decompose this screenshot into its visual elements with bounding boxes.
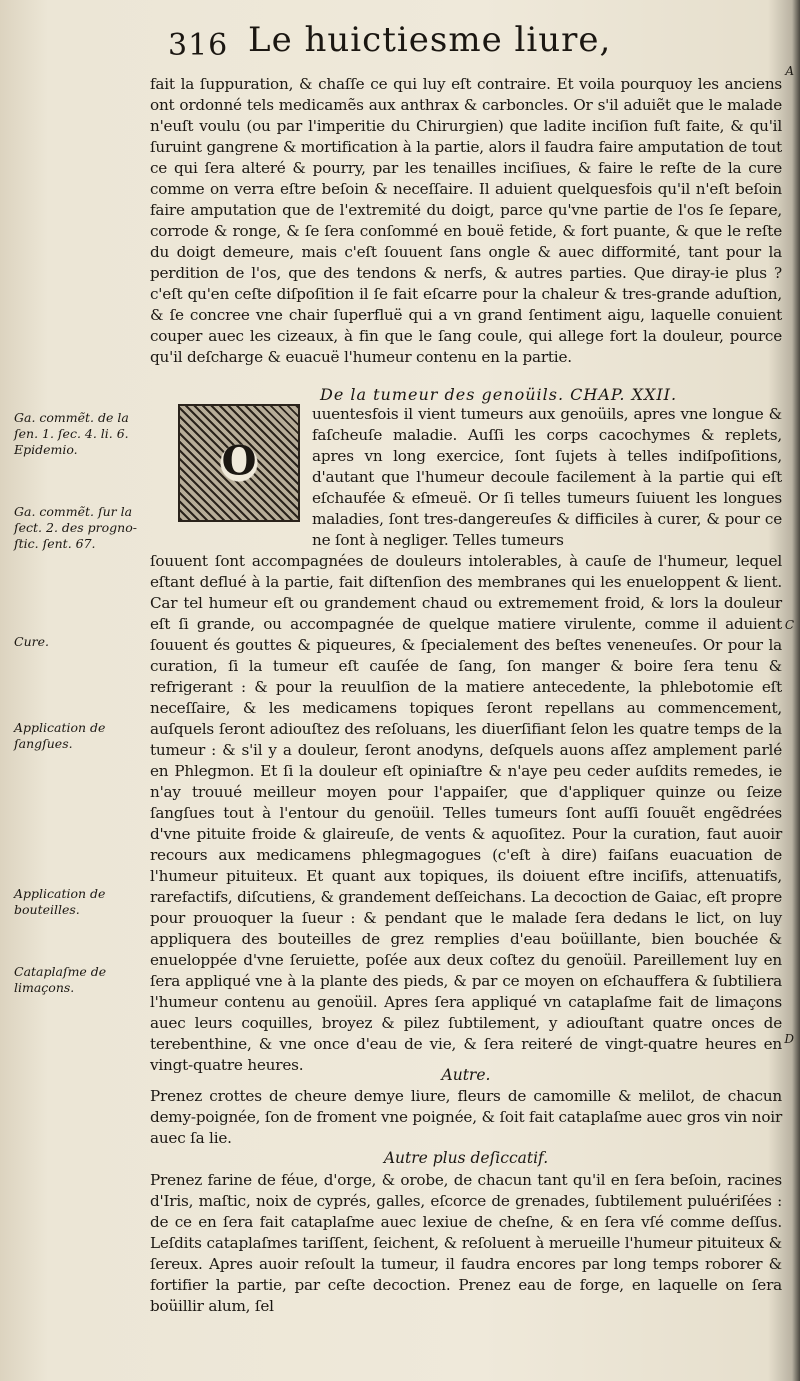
- margin-letter-d: D: [784, 1032, 794, 1046]
- margin-letter-c: C: [784, 618, 794, 632]
- paragraph-chapter-intro: uuentesfois il vient tumeurs aux genoüils, apres vne longue & faſcheuſe maladie. Auſſi les corps cacochymes & replets, apres vn long exercice, ſont ſujets à telles indiſpoſitions, d'autant que l'humeur decoule facilement à la partie qui eſt eſchaufée & eſmeuë. Or ſi telles tumeurs ſuiuent les longues maladies, ſont tres-dangereuſes & difficiles à curer, & pour ce ne ſont à negliger. Telles tumeurs: [312, 405, 782, 549]
- margin-letter-a: A: [785, 64, 794, 78]
- paragraph-opening: fait la ſuppuration, & chaſſe ce qui luy eſt contraire. Et voila pourquoy les anciens ont ordonné tels medicamẽs aux anthrax & carboncles. Or s'il aduiẽt que le malade n'euſt voulu (ou par l'imperitie du Chirurgien) que ladite inciſion fuſt faite, & qu'il ſuruint gangrene & mortification à la partie, alors il faudra faire amputation de tout ce qui ſera alteré & pourry, par les tenailles inciſiues, & faire le reſte de la cure comme on verra eſtre beſoin & neceſſaire. Il aduient quelquesfois qu'il n'eſt beſoin faire amputation que de l'extremité du doigt, parce qu'vne partie de l'os ſe ſepare, corrode & ronge, & ſe ſera conſommé en bouë fetide, & fort puante, & que le reſte du doigt demeure, mais c'eſt ſouuent ſans ongle & auec difformité, tant pour la perdition de l'os, que des tendons & nerfs, & autres parties. Que diray-ie plus ? c'eſt qu'en ceſte diſpoſition il ſe fait eſcarre pour la chaleur & tres-grande aduſtion, & ſe concree vne chair ſuperfluë qui a vn grand ſentiment aigu, laquelle conuient couper auec les cizeaux, à fin que le ſang coule, qui allege fort la douleur, pource qu'il deſcharge & euacuë l'humeur contenu en la partie.: [150, 75, 782, 366]
- margin-note-sangsues: Application de ſangſues.: [14, 720, 106, 751]
- margin-note-galen-1: Ga. commẽt. de la ſen. 1. ſec. 4. li. 6. Epidemio.: [14, 410, 129, 457]
- margin-note-cure: Cure.: [14, 634, 49, 649]
- subheading-autre-desiccatif: Autre plus deſiccatif.: [383, 1149, 549, 1167]
- decorated-initial-icon: [178, 404, 300, 522]
- margin-note-bouteilles: Application de bouteilles.: [14, 886, 106, 917]
- margin-note-galen-2: Ga. commẽt. ſur la ſect. 2. des progno-ſtic. ſent. 67.: [14, 504, 137, 551]
- page-number: 316: [168, 28, 229, 63]
- paragraph-recipe-1: Prenez crottes de cheure demye liure, fleurs de camomille & melilot, de chacun demy-poignée, ſon de froment vne poignée, & ſoit fait cataplaſme auec gros vin noir auec ſa lie.: [150, 1087, 782, 1147]
- running-title: Le huictiesme liure,: [248, 20, 612, 60]
- margin-note-limacons: Cataplaſme de limaçons.: [14, 964, 107, 995]
- subheading-autre: Autre.: [441, 1066, 491, 1084]
- paragraph-recipe-2: Prenez farine de féue, d'orge, & orobe, de chacun tant qu'il en ſera beſoin, racines d'Iris, maſtic, noix de cyprés, galles, eſcorce de grenades, ſubtilement puluériſées : de ce en ſera fait cataplaſme auec lexiue de cheſne, & en ſera vſé comme deſſus. Leſdits cataplaſmes tariſſent, ſeichent, & reſoluent à merueille l'humeur pituiteux & ſereux. Apres auoir reſoult la tumeur, il faudra encores par long temps roborer & fortifier la partie, par ceſte decoction. Prenez eau de forge, en laquelle on ſera boüillir alum, ſel: [150, 1171, 782, 1315]
- page-header: [168, 18, 768, 66]
- chapter-title: De la tumeur des genoüils. CHAP. XXII.: [320, 385, 678, 404]
- paragraph-chapter-body: ſouuent ſont accompagnées de douleurs intolerables, à cauſe de l'humeur, lequel eſtant deflué à la partie, fait diſtenſion des membranes qui les enueloppent & lient. Car tel humeur eſt ou grandement chaud ou extremement froid, & lors la douleur eſt ſi grande, ou accompagnée de quelque matiere virulente, comme il aduient ſouuent és gouttes & piqueures, & ſpecialement des beſtes veneneuſes. Or pour la curation, ſi la tumeur eſt cauſée de ſang, ſon manger & boire ſera tenu & refrigerant : & pour la reuulſion de la matiere antecedente, la phlebotomie eſt neceſſaire, & les medicamens topiques ſeront repellans au commencement, auſquels ſeront adiouſtez des reſoluans, les diuerſifiant ſelon les quatre temps de la tumeur : & s'il y a douleur, ſeront anodyns, deſquels auons aſſez amplement parlé en Phlegmon. Et ſi la douleur eſt opiniaſtre & n'aye peu ceder auſdits remedes, ie n'ay trouué meilleur moyen pour l'appaiſer, que d'appliquer quinze ou ſeize ſangſues tout à l'entour du genoüil. Telles tumeurs ſont auſſi ſouuẽt engẽdrées d'vne pituite froide & glaireuſe, de vents & aquoſitez. Pour la curation, faut auoir recours aux medicamens phlegmagogues (c'eſt à dire) faiſans euacuation de l'humeur pituiteux. Et quant aux topiques, ils doiuent eſtre inciſifs, attenuatifs, rarefactifs, diſcutiens, & grandement deſſeichans. La decoction de Gaiac, eſt propre pour prouoquer la ſueur : & pendant que le malade ſera dedans le lict, on luy appliquera des bouteilles de grez remplies d'eau boüillante, bien bouchée & enueloppée d'vne ſeruiette, poſée aux deux coſtez du genoüil. Pareillement luy en ſera appliqué vne à la plante des pieds, & par ce moyen on eſchauffera & ſubtiliera l'humeur contenu au genoüil. Apres ſera appliqué vn cataplaſme fait de limaçons auec leurs coquilles, broyez & pilez ſubtilement, y adiouſtant quatre onces de terebenthine, & vne once d'eau de vie, & ſera reiteré de vingt-quatre heures en vingt-quatre heures.: [150, 552, 782, 1074]
- initial-letter: O: [221, 437, 257, 485]
